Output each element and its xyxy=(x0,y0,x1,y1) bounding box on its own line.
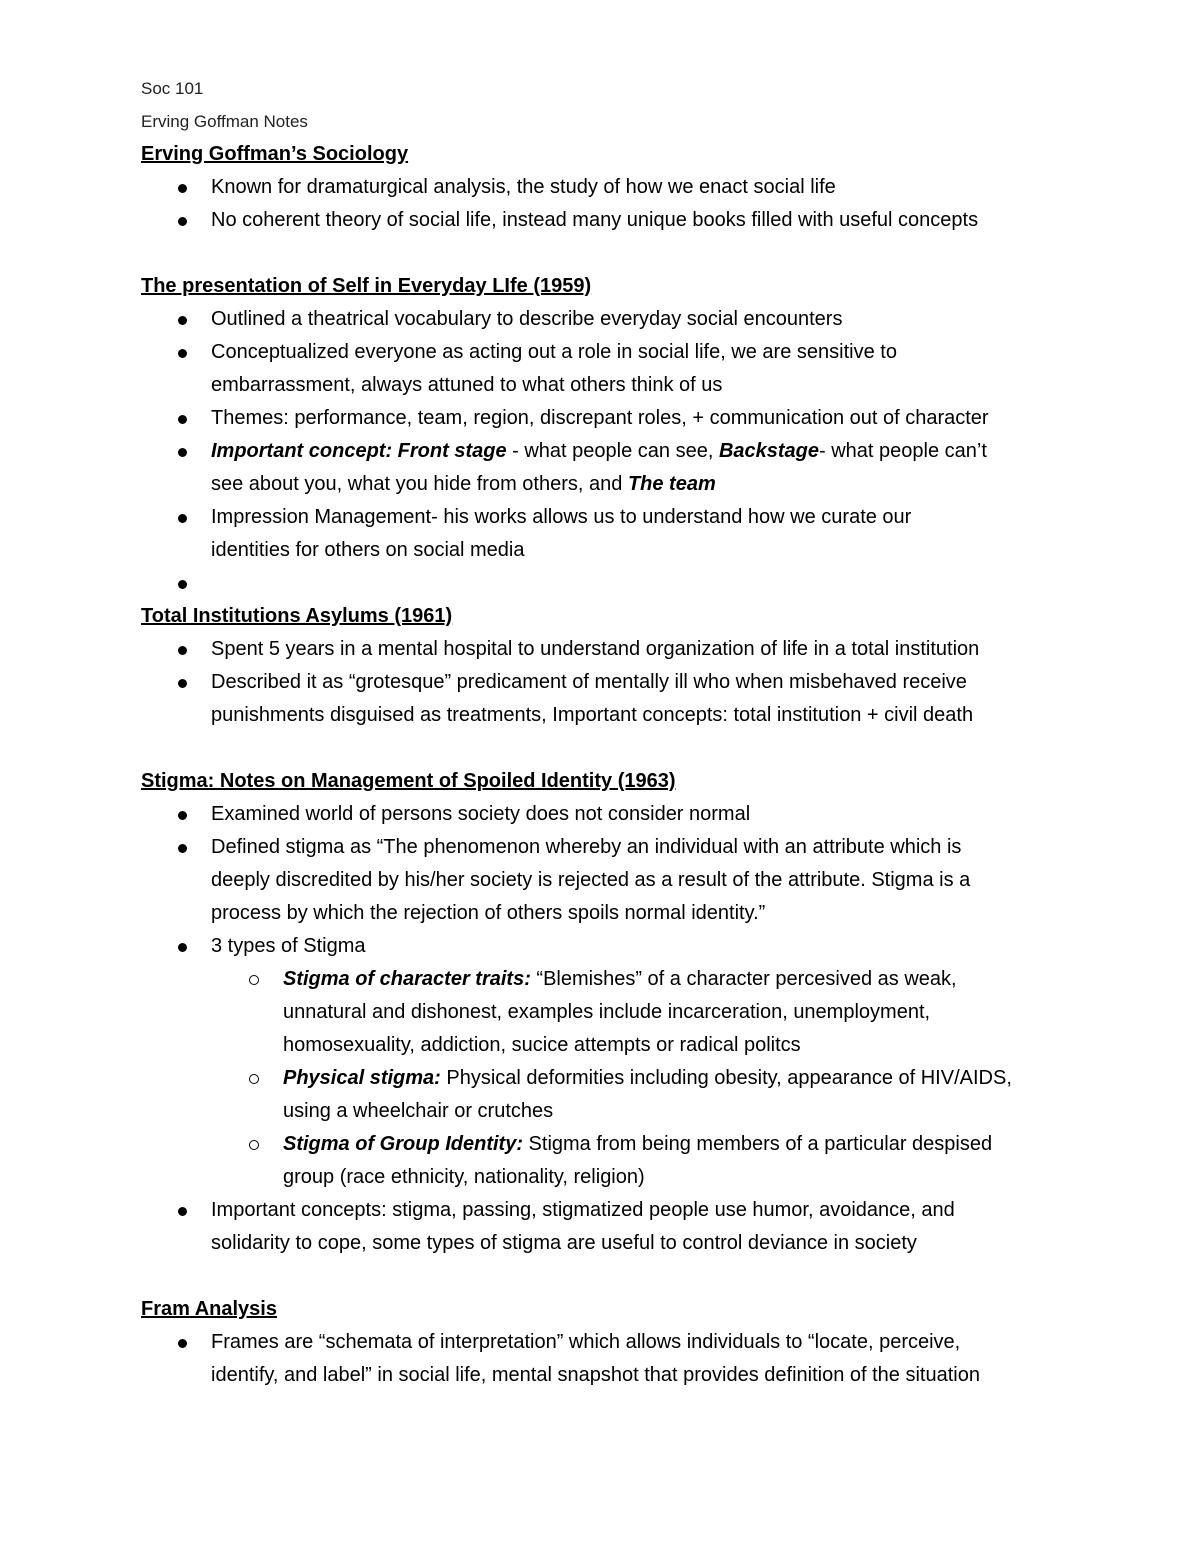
list-item-text: Stigma from being members of a particular despised xyxy=(523,1133,993,1155)
bullet-icon xyxy=(178,184,187,193)
list-item-text: deeply discredited by his/her society is rejected as a result of the attribute. Stigma is a xyxy=(211,869,971,891)
list-item-text: - what people can’t xyxy=(819,440,987,462)
list-item-text: Conceptualized everyone as acting out a role in social life, we are sensitive to xyxy=(211,341,897,363)
term-character-traits: Stigma of character traits: xyxy=(283,968,531,990)
sub-list-item xyxy=(141,1128,1060,1194)
sub-list-item xyxy=(141,1062,1060,1128)
bullet-icon xyxy=(178,580,187,589)
list-item-text: process by which the rejection of others spoils normal identity.” xyxy=(211,902,766,924)
list-item xyxy=(141,402,1060,435)
list-item-text: Spent 5 years in a mental hospital to understand organization of life in a total institution xyxy=(211,638,980,660)
list-item xyxy=(141,336,1060,402)
section-heading-frame-analysis: Fram Analysis xyxy=(141,1298,277,1320)
list-item xyxy=(141,633,1060,666)
list-item xyxy=(141,1326,1060,1392)
list-item-text: “Blemishes” of a character percesived as weak, xyxy=(530,968,957,990)
bullet-icon xyxy=(178,811,187,820)
bullet-icon xyxy=(178,1207,187,1216)
list-item-text: Important concepts: stigma, passing, stigmatized people use humor, avoidance, and xyxy=(211,1199,955,1221)
list-item-text: No coherent theory of social life, instead many unique books filled with useful concepts xyxy=(211,209,979,231)
course-label: Soc 101 xyxy=(141,79,204,98)
list-item-text: unnatural and dishonest, examples include incarceration, unemployment, xyxy=(283,1001,931,1023)
list-item-text: - what people can see, xyxy=(506,440,719,462)
hollow-bullet-icon xyxy=(249,1074,259,1084)
bullet-icon xyxy=(178,646,187,655)
list-item-text: identify, and label” in social life, mental snapshot that provides definition of the situation xyxy=(211,1364,980,1386)
empty-list-item xyxy=(141,567,1060,600)
list-item xyxy=(141,930,1060,963)
list-item xyxy=(141,435,1060,501)
spacer xyxy=(141,1260,1060,1293)
hollow-bullet-icon xyxy=(249,1140,259,1150)
list-item-text: identities for others on social media xyxy=(211,539,525,561)
section-heading-presentation-of-self: The presentation of Self in Everyday LIfe (1959) xyxy=(141,275,592,297)
term-backstage: Backstage xyxy=(718,440,819,462)
bullet-list-total-institutions xyxy=(141,633,1060,732)
list-item-text: using a wheelchair or crutches xyxy=(283,1100,554,1122)
bullet-icon xyxy=(178,844,187,853)
list-item-text: group (race ethnicity, nationality, religion) xyxy=(283,1166,645,1188)
spacer xyxy=(141,732,1060,765)
bullet-list-sociology xyxy=(141,171,1060,237)
bullet-icon xyxy=(178,316,187,325)
list-item-text: Known for dramaturgical analysis, the study of how we enact social life xyxy=(211,176,836,198)
list-item-text: Frames are “schemata of interpretation” which allows individuals to “locate, perceive, xyxy=(211,1331,961,1353)
term-physical-stigma: Physical stigma: xyxy=(283,1067,441,1089)
bullet-icon xyxy=(178,514,187,523)
section-heading-stigma: Stigma: Notes on Management of Spoiled Identity (1963) xyxy=(141,770,676,792)
list-item-text: see about you, what you hide from others, and xyxy=(211,473,628,495)
list-item-text: Outlined a theatrical vocabulary to describe everyday social encounters xyxy=(211,308,843,330)
bullet-icon xyxy=(178,448,187,457)
list-item-text: Physical deformities including obesity, appearance of HIV/AIDS, xyxy=(440,1067,1012,1089)
term-the-team: The team xyxy=(627,473,716,495)
list-item-text: solidarity to cope, some types of stigma are useful to control deviance in society xyxy=(211,1232,917,1254)
bullet-icon xyxy=(178,415,187,424)
section-heading-total-institutions: Total Institutions Asylums (1961) xyxy=(141,605,453,627)
hollow-bullet-icon xyxy=(249,975,259,985)
list-item xyxy=(141,303,1060,336)
list-item-text: homosexuality, addiction, sucice attempts or radical politcs xyxy=(283,1034,801,1056)
list-item-text: punishments disguised as treatments, Important concepts: total institution + civil death xyxy=(211,704,974,726)
list-item xyxy=(141,171,1060,204)
bullet-list-presentation xyxy=(141,303,1060,600)
notes-title: Erving Goffman Notes xyxy=(141,112,308,131)
bullet-icon xyxy=(178,217,187,226)
list-item xyxy=(141,666,1060,732)
list-item xyxy=(141,1194,1060,1260)
term-group-identity: Stigma of Group Identity: xyxy=(283,1133,523,1155)
bullet-icon xyxy=(178,943,187,952)
list-item xyxy=(141,501,1060,567)
list-item-text: Themes: performance, team, region, discrepant roles, + communication out of character xyxy=(211,407,989,429)
term-front-stage: Important concept: Front stage xyxy=(211,440,507,462)
bullet-icon xyxy=(178,679,187,688)
sub-list-item xyxy=(141,963,1060,1062)
bullet-icon xyxy=(178,349,187,358)
section-heading-sociology: Erving Goffman’s Sociology xyxy=(141,143,409,165)
list-item-text: embarrassment, always attuned to what others think of us xyxy=(211,374,723,396)
list-item xyxy=(141,204,1060,237)
list-item-text: Described it as “grotesque” predicament of mentally ill who when misbehaved receive xyxy=(211,671,967,693)
list-item xyxy=(141,798,1060,831)
list-item-text: 3 types of Stigma xyxy=(211,935,366,957)
bullet-list-stigma xyxy=(141,798,1060,1260)
list-item-text: Examined world of persons society does not consider normal xyxy=(211,803,751,825)
list-item-text: Impression Management- his works allows us to understand how we curate our xyxy=(211,506,912,528)
list-item-text: Defined stigma as “The phenomenon whereby an individual with an attribute which is xyxy=(211,836,962,858)
bullet-icon xyxy=(178,1339,187,1348)
list-item xyxy=(141,831,1060,930)
bullet-list-frame-analysis xyxy=(141,1326,1060,1392)
spacer xyxy=(141,237,1060,270)
